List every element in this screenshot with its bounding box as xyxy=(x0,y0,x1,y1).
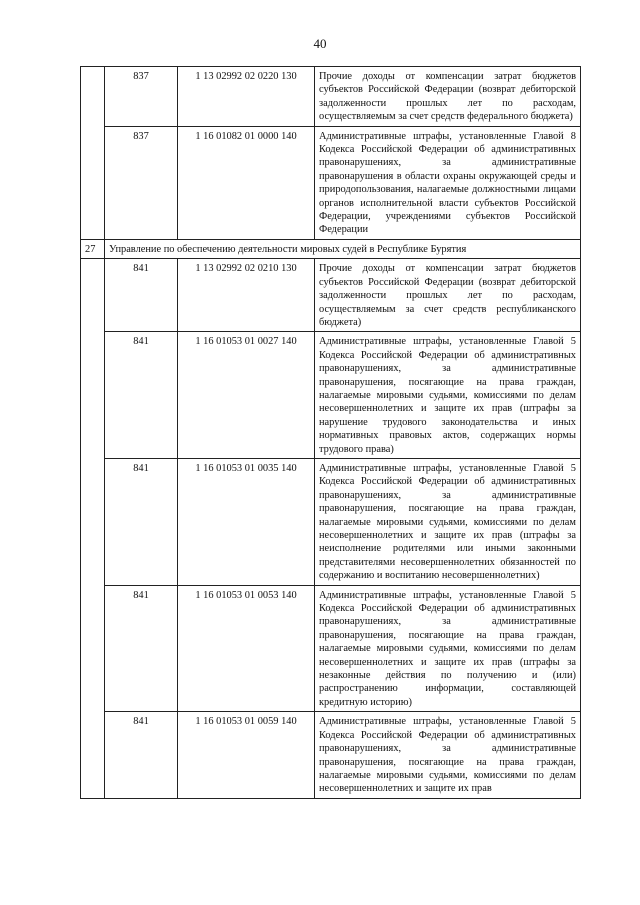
revenue-code-cell: 1 13 02992 02 0210 130 xyxy=(178,259,315,332)
table-row xyxy=(81,332,581,459)
admin-code-cell: 841 xyxy=(105,585,178,712)
admin-code-cell: 837 xyxy=(105,126,178,239)
description-cell: Прочие доходы от компенсации затрат бюджетов субъектов Российской Федерации (возврат дебиторской задолженности прошлых лет по расходам, осуществляемым за счет средств республиканского бюджета) xyxy=(315,259,581,332)
page-number: 40 xyxy=(313,36,327,51)
revenue-code-cell: 1 16 01053 01 0027 140 xyxy=(178,332,315,459)
revenue-code-cell: 1 16 01053 01 0059 140 xyxy=(178,712,315,798)
description-cell: Административные штрафы, установленные Главой 5 Кодекса Российской Федерации об административных правонарушениях, за административные правонарушения, посягающие на права граждан, налагаемые мировыми судьями, комиссиями по делам несовершеннолетних и защите их прав (штрафы за неисполнение родителями или иными законными представителями несовершеннолетних обязанностей по содержанию и воспитанию несовершеннолетних) xyxy=(315,458,581,585)
revenue-code-table xyxy=(80,66,581,799)
table-row xyxy=(81,259,581,332)
table-row xyxy=(81,585,581,712)
revenue-code-cell: 1 13 02992 02 0220 130 xyxy=(178,67,315,127)
revenue-code-cell: 1 16 01082 01 0000 140 xyxy=(178,126,315,239)
section-title: Управление по обеспечению деятельности мировых судей в Республике Бурятия xyxy=(105,239,581,258)
description-cell: Прочие доходы от компенсации затрат бюджетов субъектов Российской Федерации (возврат дебиторской задолженности прошлых лет по расходам, осуществляемым за счет средств федерального бюджета) xyxy=(315,67,581,127)
table-row xyxy=(81,712,581,798)
admin-code-cell: 841 xyxy=(105,458,178,585)
admin-code-cell: 841 xyxy=(105,712,178,798)
section-number: 27 xyxy=(81,239,105,258)
table-row xyxy=(81,458,581,585)
admin-code-cell: 841 xyxy=(105,259,178,332)
description-cell: Административные штрафы, установленные Главой 5 Кодекса Российской Федерации об административных правонарушениях, за административные правонарушения, посягающие на права граждан, налагаемые мировыми судьями, комиссиями по делам несовершеннолетних и защите их прав (штрафы за незаконные действия по получению и (или) распространению информации, составляющей кредитную историю) xyxy=(315,585,581,712)
revenue-code-cell: 1 16 01053 01 0053 140 xyxy=(178,585,315,712)
revenue-code-cell: 1 16 01053 01 0035 140 xyxy=(178,458,315,585)
description-cell: Административные штрафы, установленные Главой 5 Кодекса Российской Федерации об административных правонарушениях, за административные правонарушения, посягающие на права граждан, налагаемые мировыми судьями, комиссиями по делам несовершеннолетних и защите их прав (штрафы за нарушение трудового законодательства и иных нормативных правовых актов, содержащих нормы трудового права) xyxy=(315,332,581,459)
table-row xyxy=(81,126,581,239)
description-cell: Административные штрафы, установленные Главой 5 Кодекса Российской Федерации об административных правонарушениях, за административные правонарушения, посягающие на права граждан, налагаемые мировыми судьями, комиссиями по делам несовершеннолетних и защите их прав xyxy=(315,712,581,798)
number-cell xyxy=(81,259,105,798)
admin-code-cell: 837 xyxy=(105,67,178,127)
description-cell: Административные штрафы, установленные Главой 8 Кодекса Российской Федерации об административных правонарушениях, за административные правонарушения в области охраны окружающей среды и природопользования, налагаемые должностными лицами органов исполнительной власти субъектов Российской Федерации, учреждениями субъектов Российской Федерации xyxy=(315,126,581,239)
table-row xyxy=(81,67,581,127)
admin-code-cell: 841 xyxy=(105,332,178,459)
number-cell xyxy=(81,67,105,240)
section-header-row xyxy=(81,239,581,258)
